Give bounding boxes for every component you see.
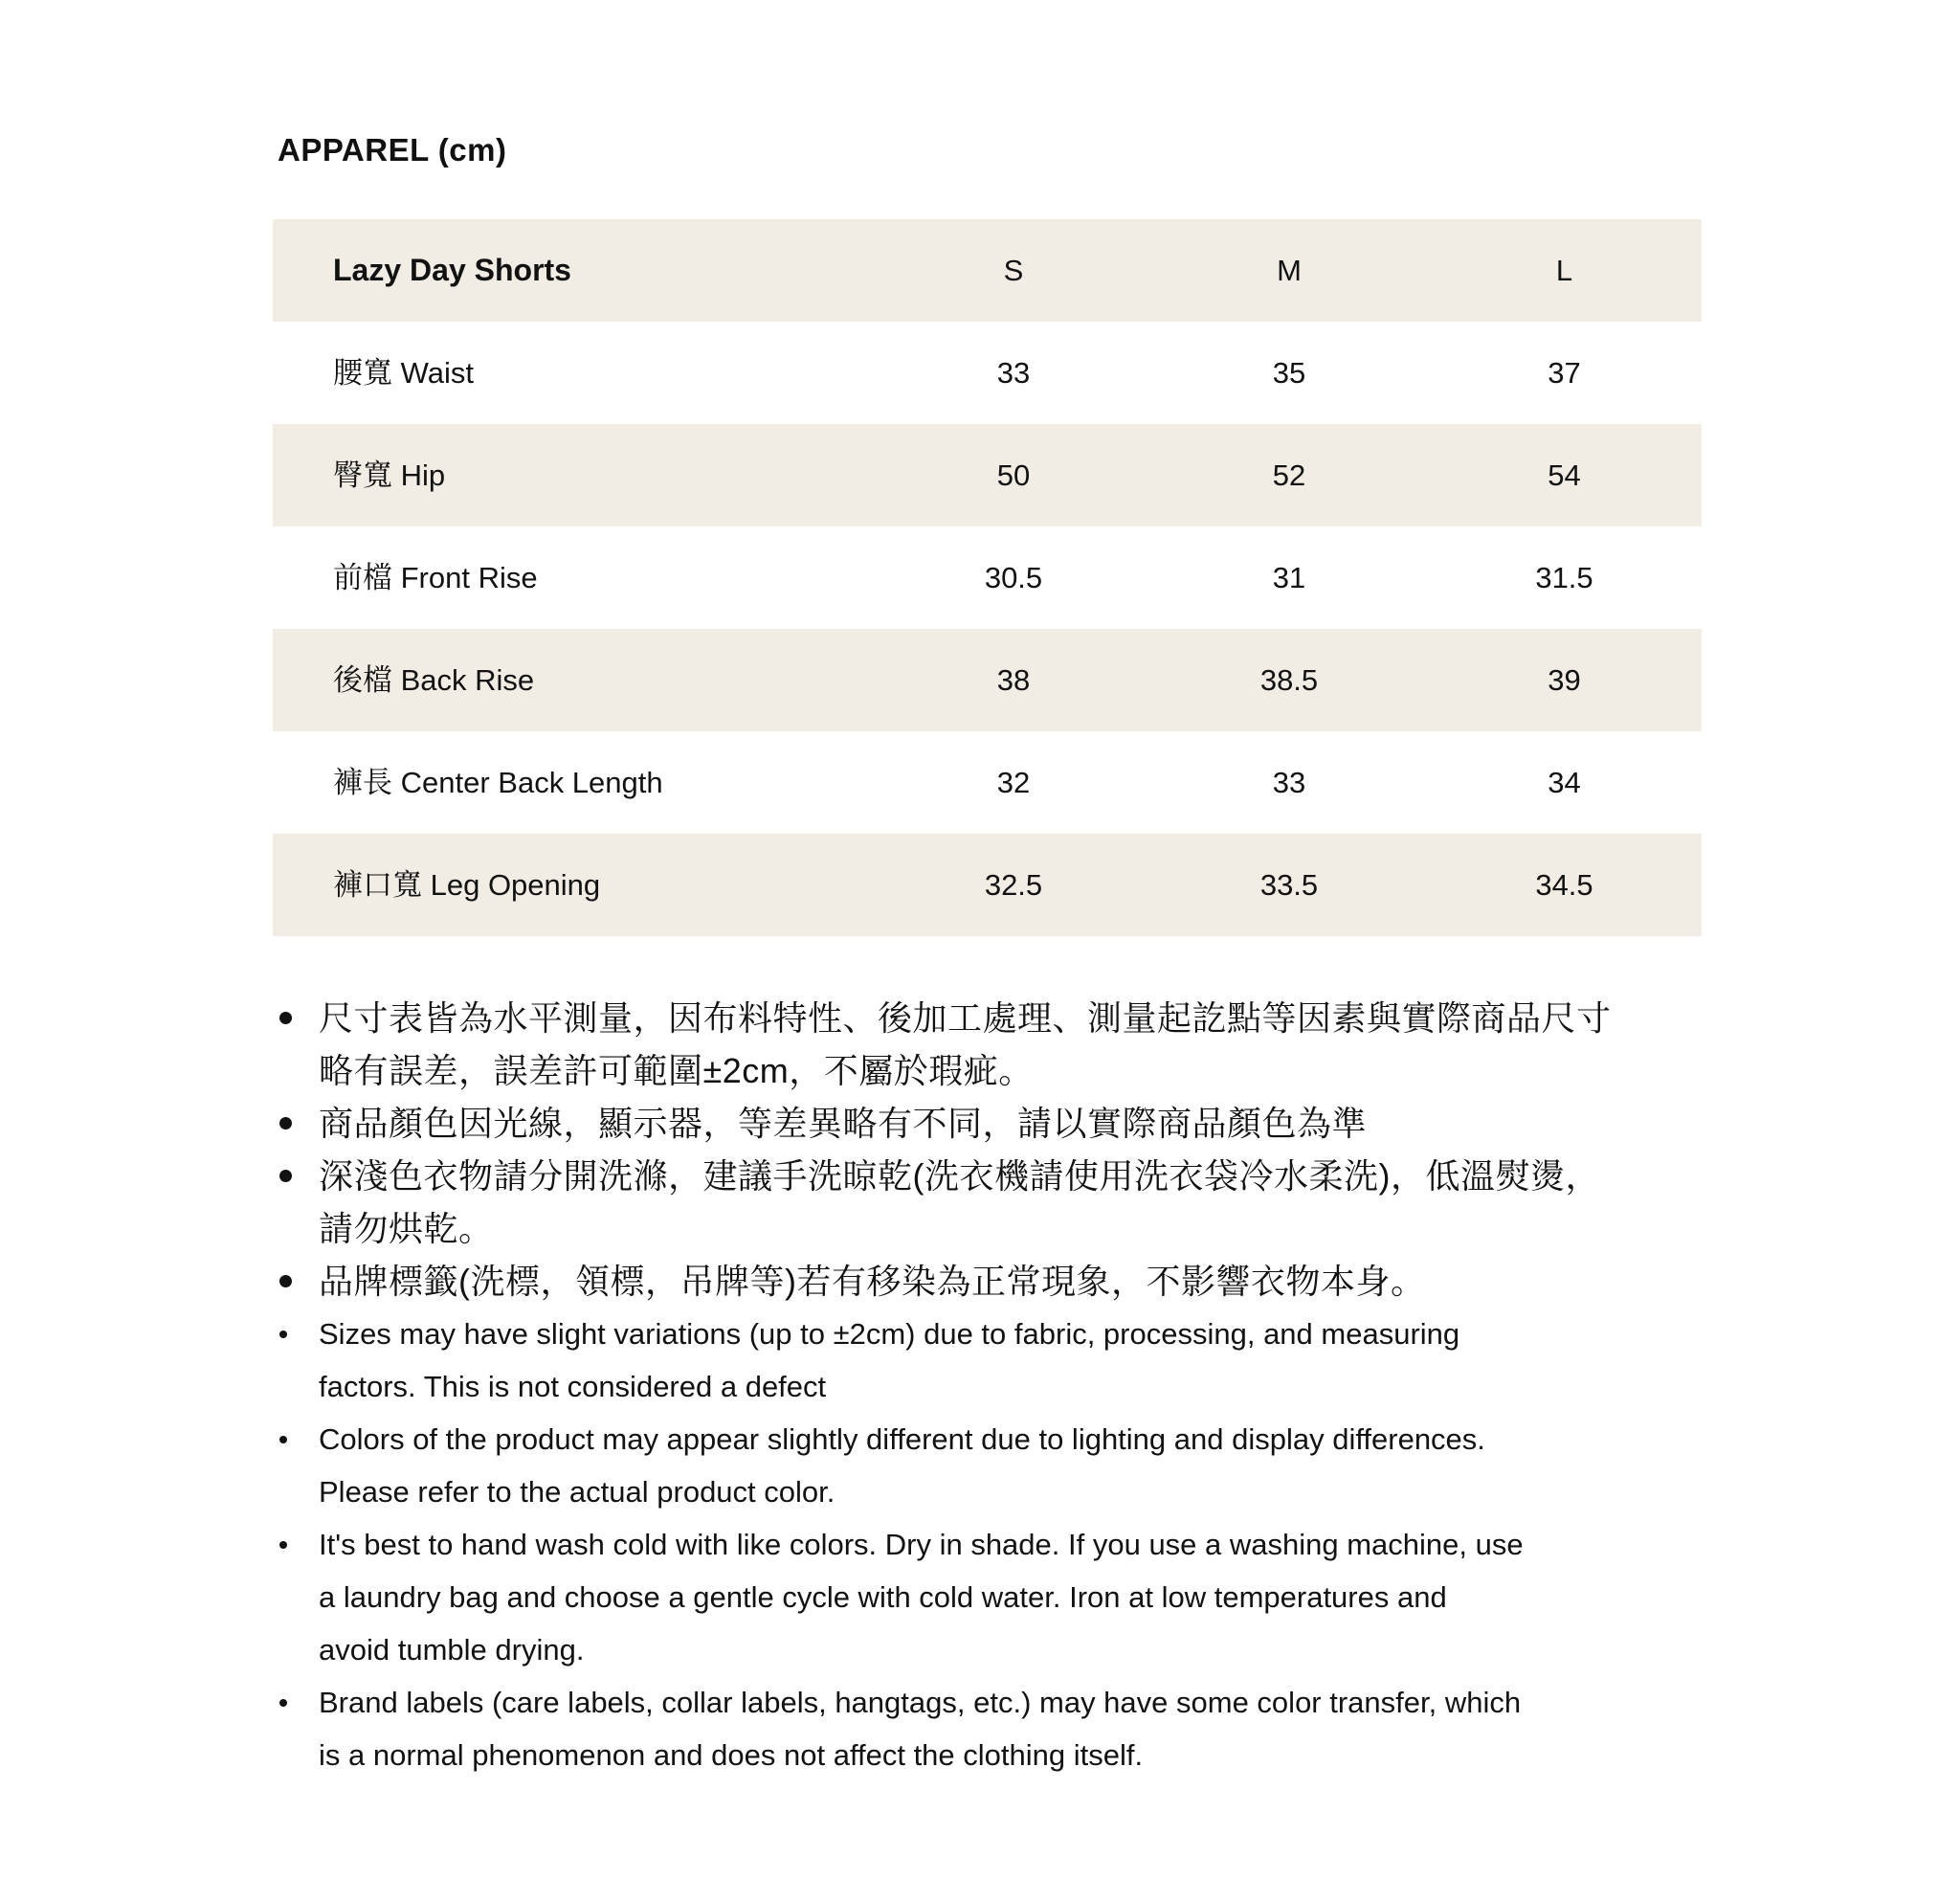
note-line: is a normal phenomenon and does not affect the clothing itself. [319,1738,1144,1772]
table-row-back-rise [273,629,1702,731]
value-cell: 39 [1548,662,1581,697]
bullet-icon [279,1275,292,1287]
size-col-l: L [1555,253,1573,287]
row-label: 臀寬 Hip [333,458,446,492]
note-line: 品牌標籤(洗標，領標，吊牌等)若有移染為正常現象，不影響衣物本身。 [319,1262,1426,1301]
note-item-color-difference-en [273,1413,1747,1518]
product-name-cell: Lazy Day Shorts [333,253,571,288]
table-header-row [273,219,1702,322]
note-line: It's best to hand wash cold with like colors. Dry in shade. If you use a washing machine, use [319,1528,1524,1561]
table-row-waist [273,322,1702,424]
value-cell: 31.5 [1535,560,1593,594]
value-cell: 33 [1272,765,1306,799]
table-row-center-back-length [273,731,1702,834]
note-line: 略有誤差，誤差許可範圍±2cm，不屬於瑕疵。 [319,1051,1034,1090]
row-label: 前檔 Front Rise [333,560,538,594]
bullet-icon [279,1331,287,1338]
note-line: Please refer to the actual product color. [319,1475,835,1509]
row-label: 褲長 Center Back Length [333,765,663,799]
note-line: 商品顏色因光線，顯示器，等差異略有不同，請以實際商品顏色為準 [319,1104,1368,1143]
value-cell: 32 [996,765,1031,799]
value-cell: 34 [1548,765,1581,799]
note-line: 請勿烘乾。 [319,1209,494,1248]
page-content [273,0,1747,1781]
table-row-front-rise [273,526,1702,629]
bullet-icon [279,1170,292,1182]
value-cell: 35 [1272,355,1306,390]
value-cell: 37 [1548,355,1581,390]
note-item-labels-zh [273,1255,1747,1308]
bullet-icon [279,1436,287,1443]
note-item-size-variation-zh [273,992,1747,1097]
bullet-icon [279,1699,287,1707]
table-row-hip [273,424,1702,526]
value-cell: 33.5 [1259,867,1319,902]
size-col-s: S [1003,253,1024,287]
bullet-icon [279,1541,287,1549]
note-line: Sizes may have slight variations (up to ±2cm) due to fabric, processing, and measuring [319,1317,1460,1351]
note-line: avoid tumble drying. [319,1633,585,1666]
note-item-washing-en [273,1518,1747,1676]
size-col-m: M [1277,253,1302,287]
note-line: Colors of the product may appear slightly different due to lighting and display differences. [319,1422,1485,1456]
value-cell: 32.5 [984,867,1043,902]
value-cell: 54 [1548,458,1581,492]
row-label: 褲口寬 Leg Opening [333,867,601,902]
value-cell: 52 [1272,458,1306,492]
bullet-icon [279,1117,292,1130]
note-line: 尺寸表皆為水平測量，因布料特性、後加工處理、測量起訖點等因素與實際商品尺寸 [319,998,1612,1038]
note-item-color-difference-zh [273,1097,1747,1150]
value-cell: 30.5 [984,560,1043,594]
table-row-leg-opening [273,834,1702,936]
note-item-labels-en [273,1676,1747,1781]
bullet-icon [279,1012,292,1024]
note-item-washing-zh [273,1150,1747,1255]
page-title: APPAREL (cm) [278,132,507,168]
value-cell: 31 [1272,560,1306,594]
size-table [273,219,1702,936]
note-line: 深淺色衣物請分開洗滌，建議手洗晾乾(洗衣機請使用洗衣袋冷水柔洗)，低溫熨燙， [319,1156,1600,1196]
value-cell: 38 [996,662,1031,697]
note-line: a laundry bag and choose a gentle cycle with cold water. Iron at low temperatures and [319,1580,1447,1614]
value-cell: 50 [996,458,1031,492]
note-line: Brand labels (care labels, collar labels, hangtags, etc.) may have some color transfer, which [319,1686,1522,1719]
value-cell: 33 [996,355,1031,390]
value-cell: 38.5 [1259,662,1319,697]
note-item-size-variation-en [273,1308,1747,1413]
notes-list [273,992,1747,1781]
note-line: factors. This is not considered a defect [319,1370,827,1403]
row-label: 腰寬 Waist [333,355,474,390]
value-cell: 34.5 [1535,867,1593,902]
row-label: 後檔 Back Rise [333,662,535,697]
